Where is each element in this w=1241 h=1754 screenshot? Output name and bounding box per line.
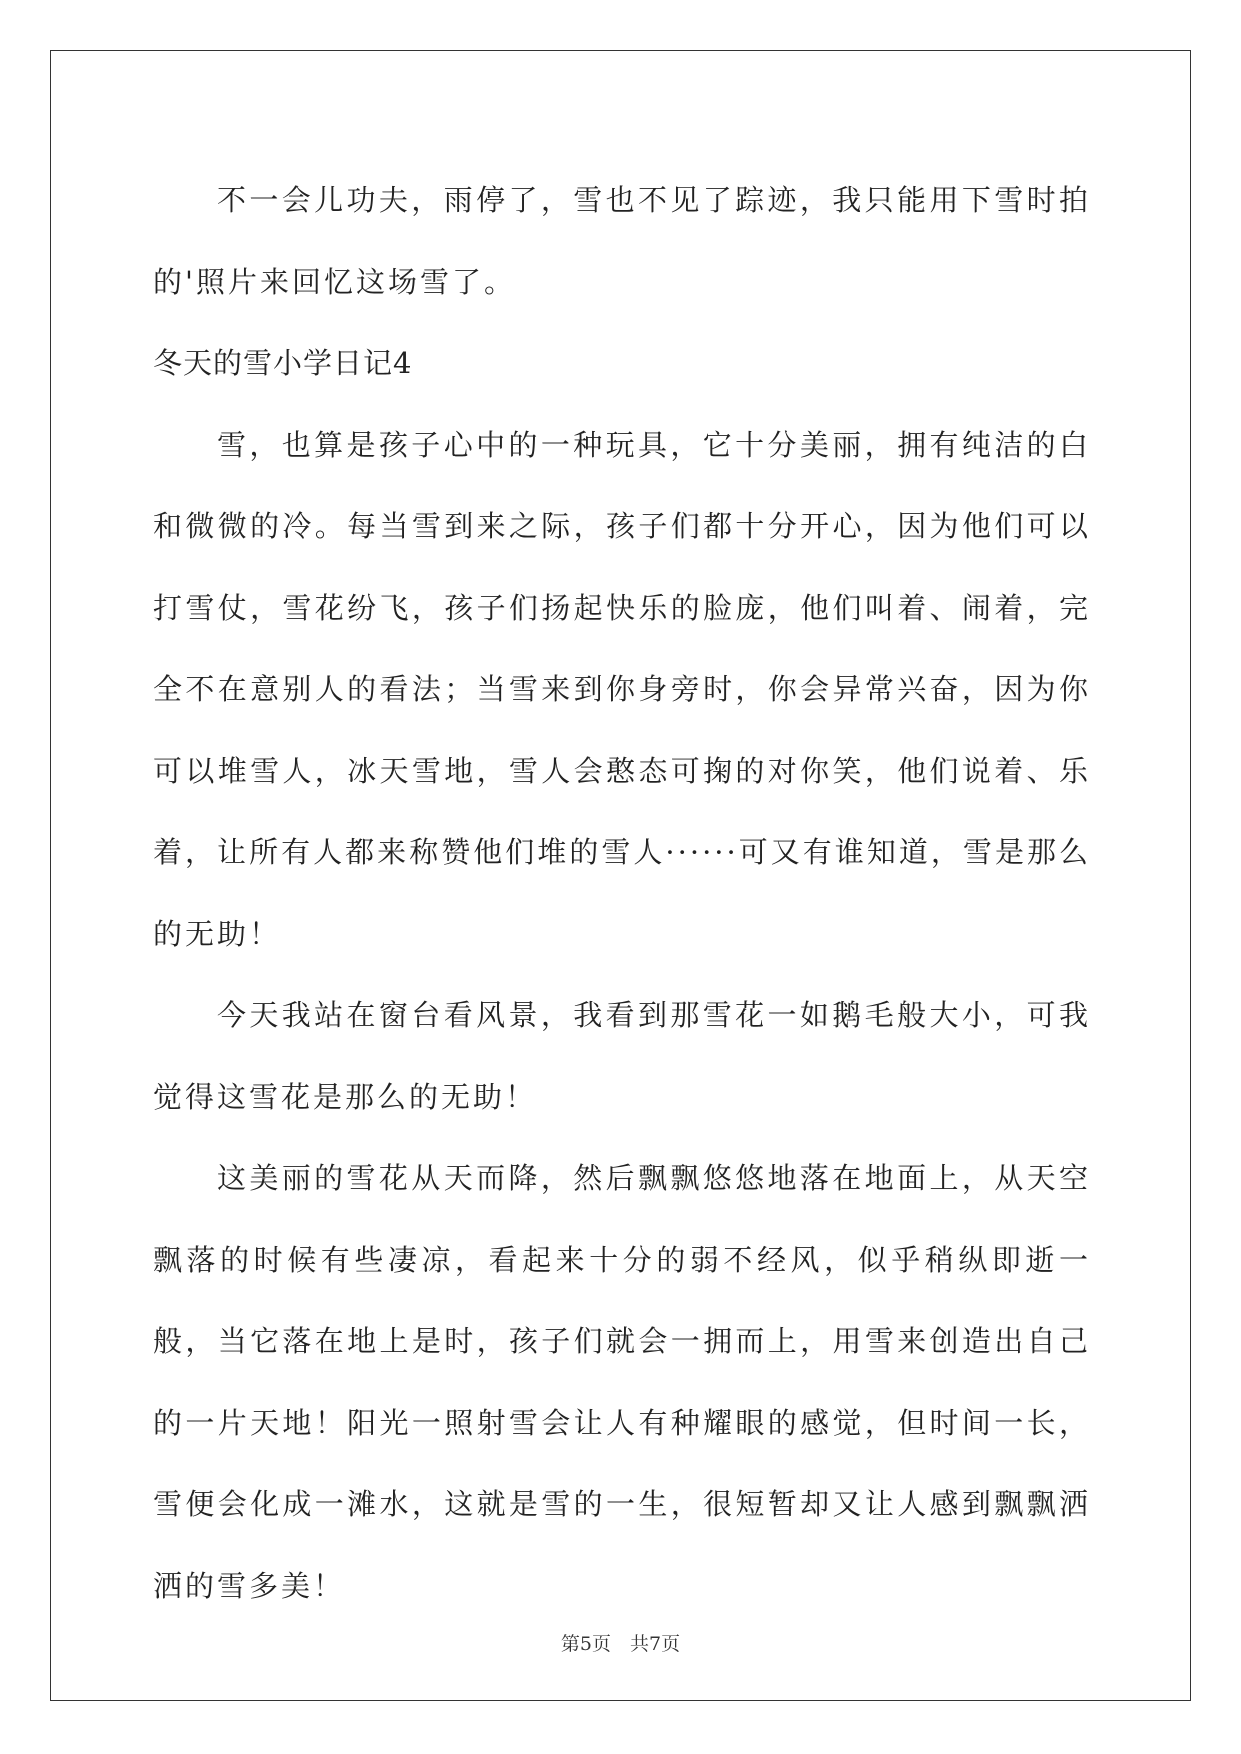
paragraph-1: 不一会儿功夫，雨停了，雪也不见了踪迹，我只能用下雪时拍的'照片来回忆这场雪了。 xyxy=(153,183,1091,299)
paragraph-4: 这美丽的雪花从天而降，然后飘飘悠悠地落在地面上，从天空飘落的时候有些凄凉，看起来十分的弱不经风，似乎稍纵即逝一般，当它落在地上是时，孩子们就会一拥而上，用雪来创造出自己的一片天地！阳光一照射雪会让人有种耀眼的感觉，但时间一长，雪便会化成一滩水，这就是雪的一生，很短暂却又让人感到飘飘洒洒的雪多美！ xyxy=(153,1161,1091,1603)
section-heading: 冬天的雪小学日记4 xyxy=(153,346,413,380)
document-body xyxy=(153,160,1091,1627)
paragraph-3: 今天我站在窗台看风景，我看到那雪花一如鹅毛般大小，可我觉得这雪花是那么的无助！ xyxy=(153,998,1091,1114)
page-number-footer: 第5页 共7页 xyxy=(560,1633,681,1655)
paragraph-2: 雪，也算是孩子心中的一种玩具，它十分美丽，拥有纯洁的白和微微的冷。每当雪到来之际，孩子们都十分开心，因为他们可以打雪仗，雪花纷飞，孩子们扬起快乐的脸庞，他们叫着、闹着，完全不在意别人的看法；当雪来到你身旁时，你会异常兴奋，因为你可以堆雪人，冰天雪地，雪人会憨态可掬的对你笑，他们说着、乐着，让所有人都来称赞他们堆的雪人······可又有谁知道，雪是那么的无助！ xyxy=(153,427,1091,951)
